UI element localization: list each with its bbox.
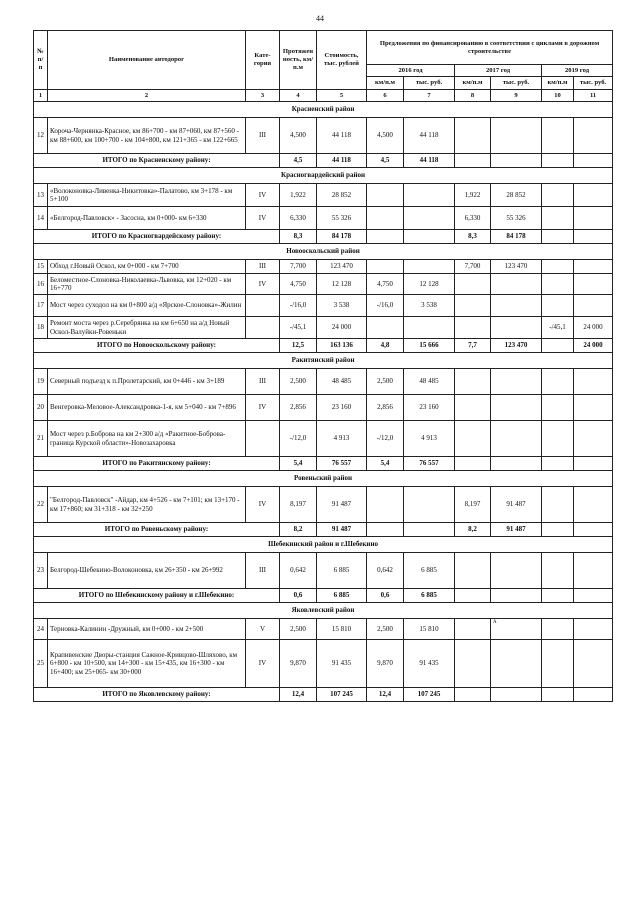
value-len-2019 [542,118,574,154]
total-len-2016: 4,8 [367,339,404,353]
road-name: Северный подъезд к п.Пролетарский, км 0+446 - км 3+189 [48,369,246,395]
value-len-2017 [455,395,491,421]
total-len-2017: 7,7 [455,339,491,353]
value-length: 0,642 [280,553,317,589]
total-money-2017: 84 178 [491,230,542,244]
road-name: Крапивенские Дворы-станция Сажное-Кривцово-Шляхово, км 6+800 - км 10+500, км 14+300 - км 15+435, км 16+300 - км 16+400; км 25+065- км 30+000 [48,640,246,688]
value-money-2016: 4 913 [404,421,455,457]
row-number: 16 [34,274,48,295]
total-len-2019 [542,523,574,537]
value-money-2017: 55 326 [491,207,542,230]
margin-mark: А [493,620,497,625]
value-money-2019 [574,118,613,154]
column-number: 6 [367,90,404,102]
district-header-row [34,102,613,118]
value-money-2019 [574,260,613,274]
column-number: 8 [455,90,491,102]
value-len-2017 [455,369,491,395]
value-money-2016: 48 485 [404,369,455,395]
value-len-2019 [542,295,574,317]
value-length: 9,870 [280,640,317,688]
header-cost: Стоимость, тыс. рублей [317,31,367,90]
table-row [34,369,613,395]
value-length: 2,856 [280,395,317,421]
column-number: 9 [491,90,542,102]
total-money-2019 [574,154,613,168]
road-category: IV [246,184,280,207]
total-len-2017: 8,2 [455,523,491,537]
value-length: 4,500 [280,118,317,154]
total-length: 8,3 [280,230,317,244]
column-number: 5 [317,90,367,102]
value-money-2017: 123 470 [491,260,542,274]
value-money-2017 [491,118,542,154]
value-cost: 12 128 [317,274,367,295]
total-label: ИТОГО по Ровеньскому району: [34,523,280,537]
district-header-row [34,353,613,369]
value-len-2017: 7,700 [455,260,491,274]
table-header [34,31,613,102]
road-category: IV [246,395,280,421]
value-len-2016 [367,260,404,274]
value-money-2016: 6 885 [404,553,455,589]
column-number: 11 [574,90,613,102]
row-number: 24 [34,619,48,640]
road-name: «Белгород-Павловск» - Засосна, км 0+000- км 6+330 [48,207,246,230]
row-number: 13 [34,184,48,207]
total-money-2016: 15 666 [404,339,455,353]
total-cost: 84 178 [317,230,367,244]
column-number: 10 [542,90,574,102]
value-cost: 48 485 [317,369,367,395]
value-len-2019 [542,640,574,688]
total-len-2017: 8,3 [455,230,491,244]
road-name: Мост через р.Боброва на км 2+300 а/д «Ракитное-Боброва-граница Курской области»-Новозахаровка [48,421,246,457]
value-cost: 91 487 [317,487,367,523]
value-money-2019 [574,619,613,640]
total-money-2019 [574,688,613,702]
value-len-2019 [542,395,574,421]
page-number: 44 [316,14,324,23]
total-length: 12,4 [280,688,317,702]
total-money-2017 [491,589,542,603]
value-money-2017 [491,317,542,339]
header-year-2017: 2017 год [455,65,542,77]
total-cost: 76 557 [317,457,367,471]
table-row [34,395,613,421]
value-money-2017: 28 852 [491,184,542,207]
value-len-2019 [542,184,574,207]
value-cost: 4 913 [317,421,367,457]
value-cost: 28 852 [317,184,367,207]
row-number: 15 [34,260,48,274]
table-row [34,260,613,274]
district-name: Ровеньский район [34,471,613,487]
total-money-2017: 123 470 [491,339,542,353]
total-len-2017 [455,457,491,471]
road-category: IV [246,207,280,230]
district-total-row [34,230,613,244]
table-row [34,421,613,457]
district-header-row [34,537,613,553]
column-number: 7 [404,90,455,102]
total-money-2019 [574,457,613,471]
total-money-2019 [574,230,613,244]
value-len-2016: 9,870 [367,640,404,688]
road-category: IV [246,274,280,295]
column-number: 3 [246,90,280,102]
value-len-2016 [367,207,404,230]
total-money-2016 [404,230,455,244]
total-len-2016: 0,6 [367,589,404,603]
total-money-2017: 91 487 [491,523,542,537]
value-money-2019 [574,295,613,317]
row-number: 25 [34,640,48,688]
row-number: 22 [34,487,48,523]
road-category: III [246,553,280,589]
value-length: -/45,1 [280,317,317,339]
header-unit-length: км/п.м [455,77,491,90]
total-label: ИТОГО по Красненскому району: [34,154,280,168]
value-money-2016 [404,487,455,523]
total-label: ИТОГО по Шебекинскому району и г.Шебекино: [34,589,280,603]
district-header-row [34,471,613,487]
district-header-row [34,244,613,260]
value-money-2017 [491,553,542,589]
value-money-2017 [491,640,542,688]
header-unit-length: км/п.м [367,77,404,90]
value-money-2019 [574,395,613,421]
value-money-2019 [574,207,613,230]
total-money-2016: 44 118 [404,154,455,168]
value-money-2016: 12 128 [404,274,455,295]
total-len-2019 [542,230,574,244]
value-len-2019: -/45,1 [542,317,574,339]
header-unit-money: тыс. руб. [491,77,542,90]
column-numbers-row [34,90,613,102]
value-cost: 55 326 [317,207,367,230]
district-name: Яковлевский район [34,603,613,619]
value-money-2019 [574,274,613,295]
column-number: 4 [280,90,317,102]
header-year-2016: 2016 год [367,65,455,77]
road-name: Мост через суходол на км 0+800 а/д «Ярское-Слоновка»-Жилин [48,295,246,317]
total-money-2016: 76 557 [404,457,455,471]
value-len-2017: 8,197 [455,487,491,523]
table-row [34,640,613,688]
value-money-2016: 44 118 [404,118,455,154]
road-name: Белгород-Шебекино-Волоконовка, км 26+350 - км 26+992 [48,553,246,589]
value-len-2019 [542,421,574,457]
value-length: 1,922 [280,184,317,207]
value-money-2019: 24 000 [574,317,613,339]
total-len-2017 [455,589,491,603]
row-number: 19 [34,369,48,395]
total-len-2016: 5,4 [367,457,404,471]
value-length: 7,700 [280,260,317,274]
value-len-2017 [455,619,491,640]
value-len-2019 [542,207,574,230]
value-len-2016 [367,184,404,207]
header-year-2019: 2019 год [542,65,613,77]
row-number: 17 [34,295,48,317]
total-len-2017 [455,154,491,168]
total-length: 5,4 [280,457,317,471]
total-cost: 6 885 [317,589,367,603]
value-len-2017 [455,295,491,317]
table-body [34,102,613,702]
total-len-2019 [542,339,574,353]
value-money-2017 [491,369,542,395]
total-length: 12,5 [280,339,317,353]
table-row [34,184,613,207]
value-len-2016: 4,500 [367,118,404,154]
value-length: 6,330 [280,207,317,230]
total-label: ИТОГО по Ракитянскому району: [34,457,280,471]
table-row [34,553,613,589]
total-len-2017 [455,688,491,702]
value-money-2017 [491,395,542,421]
value-cost: 123 470 [317,260,367,274]
value-money-2016: 91 435 [404,640,455,688]
value-cost: 15 810 [317,619,367,640]
value-len-2016: 2,500 [367,369,404,395]
value-money-2019 [574,421,613,457]
table-row [34,207,613,230]
value-len-2016 [367,317,404,339]
total-len-2019 [542,688,574,702]
road-category: III [246,118,280,154]
value-cost: 6 885 [317,553,367,589]
district-name: Красногвардейский район [34,168,613,184]
total-cost: 107 245 [317,688,367,702]
value-len-2016: -/12,0 [367,421,404,457]
row-number: 20 [34,395,48,421]
value-length: 2,500 [280,619,317,640]
table-row [34,295,613,317]
value-money-2016: 15 810 [404,619,455,640]
value-money-2016 [404,260,455,274]
table-row [34,317,613,339]
column-number: 2 [48,90,246,102]
total-len-2016: 12,4 [367,688,404,702]
table-row [34,619,613,640]
value-len-2019 [542,260,574,274]
total-money-2016: 107 245 [404,688,455,702]
header-unit-length: км/п.м [542,77,574,90]
total-money-2017 [491,457,542,471]
total-money-2017 [491,688,542,702]
total-length: 4,5 [280,154,317,168]
value-length: -/16,0 [280,295,317,317]
value-money-2017 [491,421,542,457]
total-len-2016 [367,523,404,537]
value-len-2019 [542,274,574,295]
value-len-2017 [455,274,491,295]
total-label: ИТОГО по Яковлевскому району: [34,688,280,702]
total-len-2016: 4,5 [367,154,404,168]
total-length: 0,6 [280,589,317,603]
district-total-row [34,688,613,702]
district-total-row [34,589,613,603]
row-number: 21 [34,421,48,457]
total-length: 8,2 [280,523,317,537]
value-len-2017 [455,553,491,589]
value-len-2017 [455,317,491,339]
district-total-row [34,154,613,168]
total-cost: 44 118 [317,154,367,168]
road-category: IV [246,640,280,688]
district-total-row [34,523,613,537]
value-len-2016 [367,487,404,523]
total-len-2016 [367,230,404,244]
value-money-2019 [574,487,613,523]
value-money-2017: 91 487 [491,487,542,523]
value-len-2016: 4,750 [367,274,404,295]
row-number: 12 [34,118,48,154]
road-name: Терновка-Калинин -Дружный, км 0+000 - км 2+500 [48,619,246,640]
value-cost: 44 118 [317,118,367,154]
value-len-2017 [455,118,491,154]
total-money-2016: 6 885 [404,589,455,603]
header-proposals: Предложения по финансированию в соответствии с циклами в дорожном строительстве [367,31,613,65]
district-total-row [34,339,613,353]
value-len-2017: 1,922 [455,184,491,207]
total-cost: 91 487 [317,523,367,537]
value-length: 4,750 [280,274,317,295]
road-category: V [246,619,280,640]
value-money-2016 [404,184,455,207]
row-number: 14 [34,207,48,230]
total-money-2016 [404,523,455,537]
value-money-2019 [574,640,613,688]
value-money-2017 [491,619,542,640]
value-length: 8,197 [280,487,317,523]
road-name: Венгеровка-Меловое-Александровка-1-я, км 5+040 - км 7+896 [48,395,246,421]
header-name: Наименование автодорог [48,31,246,90]
road-name: Беломестное-Слоновка-Николаевка-Львовка, км 12+020 - км 16+770 [48,274,246,295]
total-len-2019 [542,154,574,168]
roads-financing-table [33,30,613,702]
road-category: III [246,369,280,395]
value-cost: 3 538 [317,295,367,317]
value-money-2017 [491,274,542,295]
table-row [34,274,613,295]
value-length: 2,500 [280,369,317,395]
value-len-2019 [542,619,574,640]
value-len-2017: 6,330 [455,207,491,230]
value-cost: 24 000 [317,317,367,339]
road-name: Обход г.Новый Оскол, км 0+000 - км 7+700 [48,260,246,274]
value-len-2017 [455,421,491,457]
value-money-2016 [404,317,455,339]
district-name: Красненский район [34,102,613,118]
total-money-2019 [574,523,613,537]
district-total-row [34,457,613,471]
value-money-2016: 3 538 [404,295,455,317]
table-row [34,487,613,523]
header-unit-money: тыс. руб. [574,77,613,90]
road-name: Ремонт моста через р.Серебрянка на км 6+650 на а/д Новый Оскол-Валуйки-Ровеньки [48,317,246,339]
total-len-2019 [542,589,574,603]
value-len-2019 [542,487,574,523]
total-label: ИТОГО по Новооскольскому району: [34,339,280,353]
district-name: Новооскольский район [34,244,613,260]
value-len-2019 [542,369,574,395]
total-label: ИТОГО по Красногвардейскому району: [34,230,280,244]
value-len-2016: 2,500 [367,619,404,640]
road-category [246,317,280,339]
road-category: III [246,260,280,274]
district-header-row [34,603,613,619]
road-name: «Волоконовка-Ливенка-Никитовка»-Палатово, км 3+178 - км 5+100 [48,184,246,207]
value-money-2019 [574,369,613,395]
header-num: № п/п [34,31,48,90]
road-category: IV [246,487,280,523]
value-money-2019 [574,553,613,589]
district-header-row [34,168,613,184]
column-number: 1 [34,90,48,102]
road-name: "Белгород-Павловск" -Айдар, км 4+526 - км 7+101; км 13+170 - км 17+860; км 31+318 - км 32+250 [48,487,246,523]
road-category [246,295,280,317]
value-len-2016: 2,856 [367,395,404,421]
total-money-2019 [574,589,613,603]
value-cost: 23 160 [317,395,367,421]
total-len-2019 [542,457,574,471]
value-len-2016: -/16,0 [367,295,404,317]
value-len-2016: 0,642 [367,553,404,589]
road-name: Короча-Чернянка-Красное, км 86+700 - км 87+060, км 87+560 - км 88+600, км 100+700 - км 104+800, км 121+365 - км 122+665 [48,118,246,154]
header-length: Протяжен ность, км/п.м [280,31,317,90]
total-cost: 163 136 [317,339,367,353]
value-money-2019 [574,184,613,207]
total-money-2017 [491,154,542,168]
value-len-2017 [455,640,491,688]
district-name: Ракитянский район [34,353,613,369]
district-name: Шебекинский район и г.Шебекино [34,537,613,553]
value-money-2017 [491,295,542,317]
value-cost: 91 435 [317,640,367,688]
header-unit-money: тыс. руб. [404,77,455,90]
value-money-2016: 23 160 [404,395,455,421]
total-money-2019: 24 000 [574,339,613,353]
table-row [34,118,613,154]
row-number: 18 [34,317,48,339]
row-number: 23 [34,553,48,589]
header-category: Кате-гория [246,31,280,90]
value-len-2019 [542,553,574,589]
value-length: -/12,0 [280,421,317,457]
value-money-2016 [404,207,455,230]
road-category [246,421,280,457]
